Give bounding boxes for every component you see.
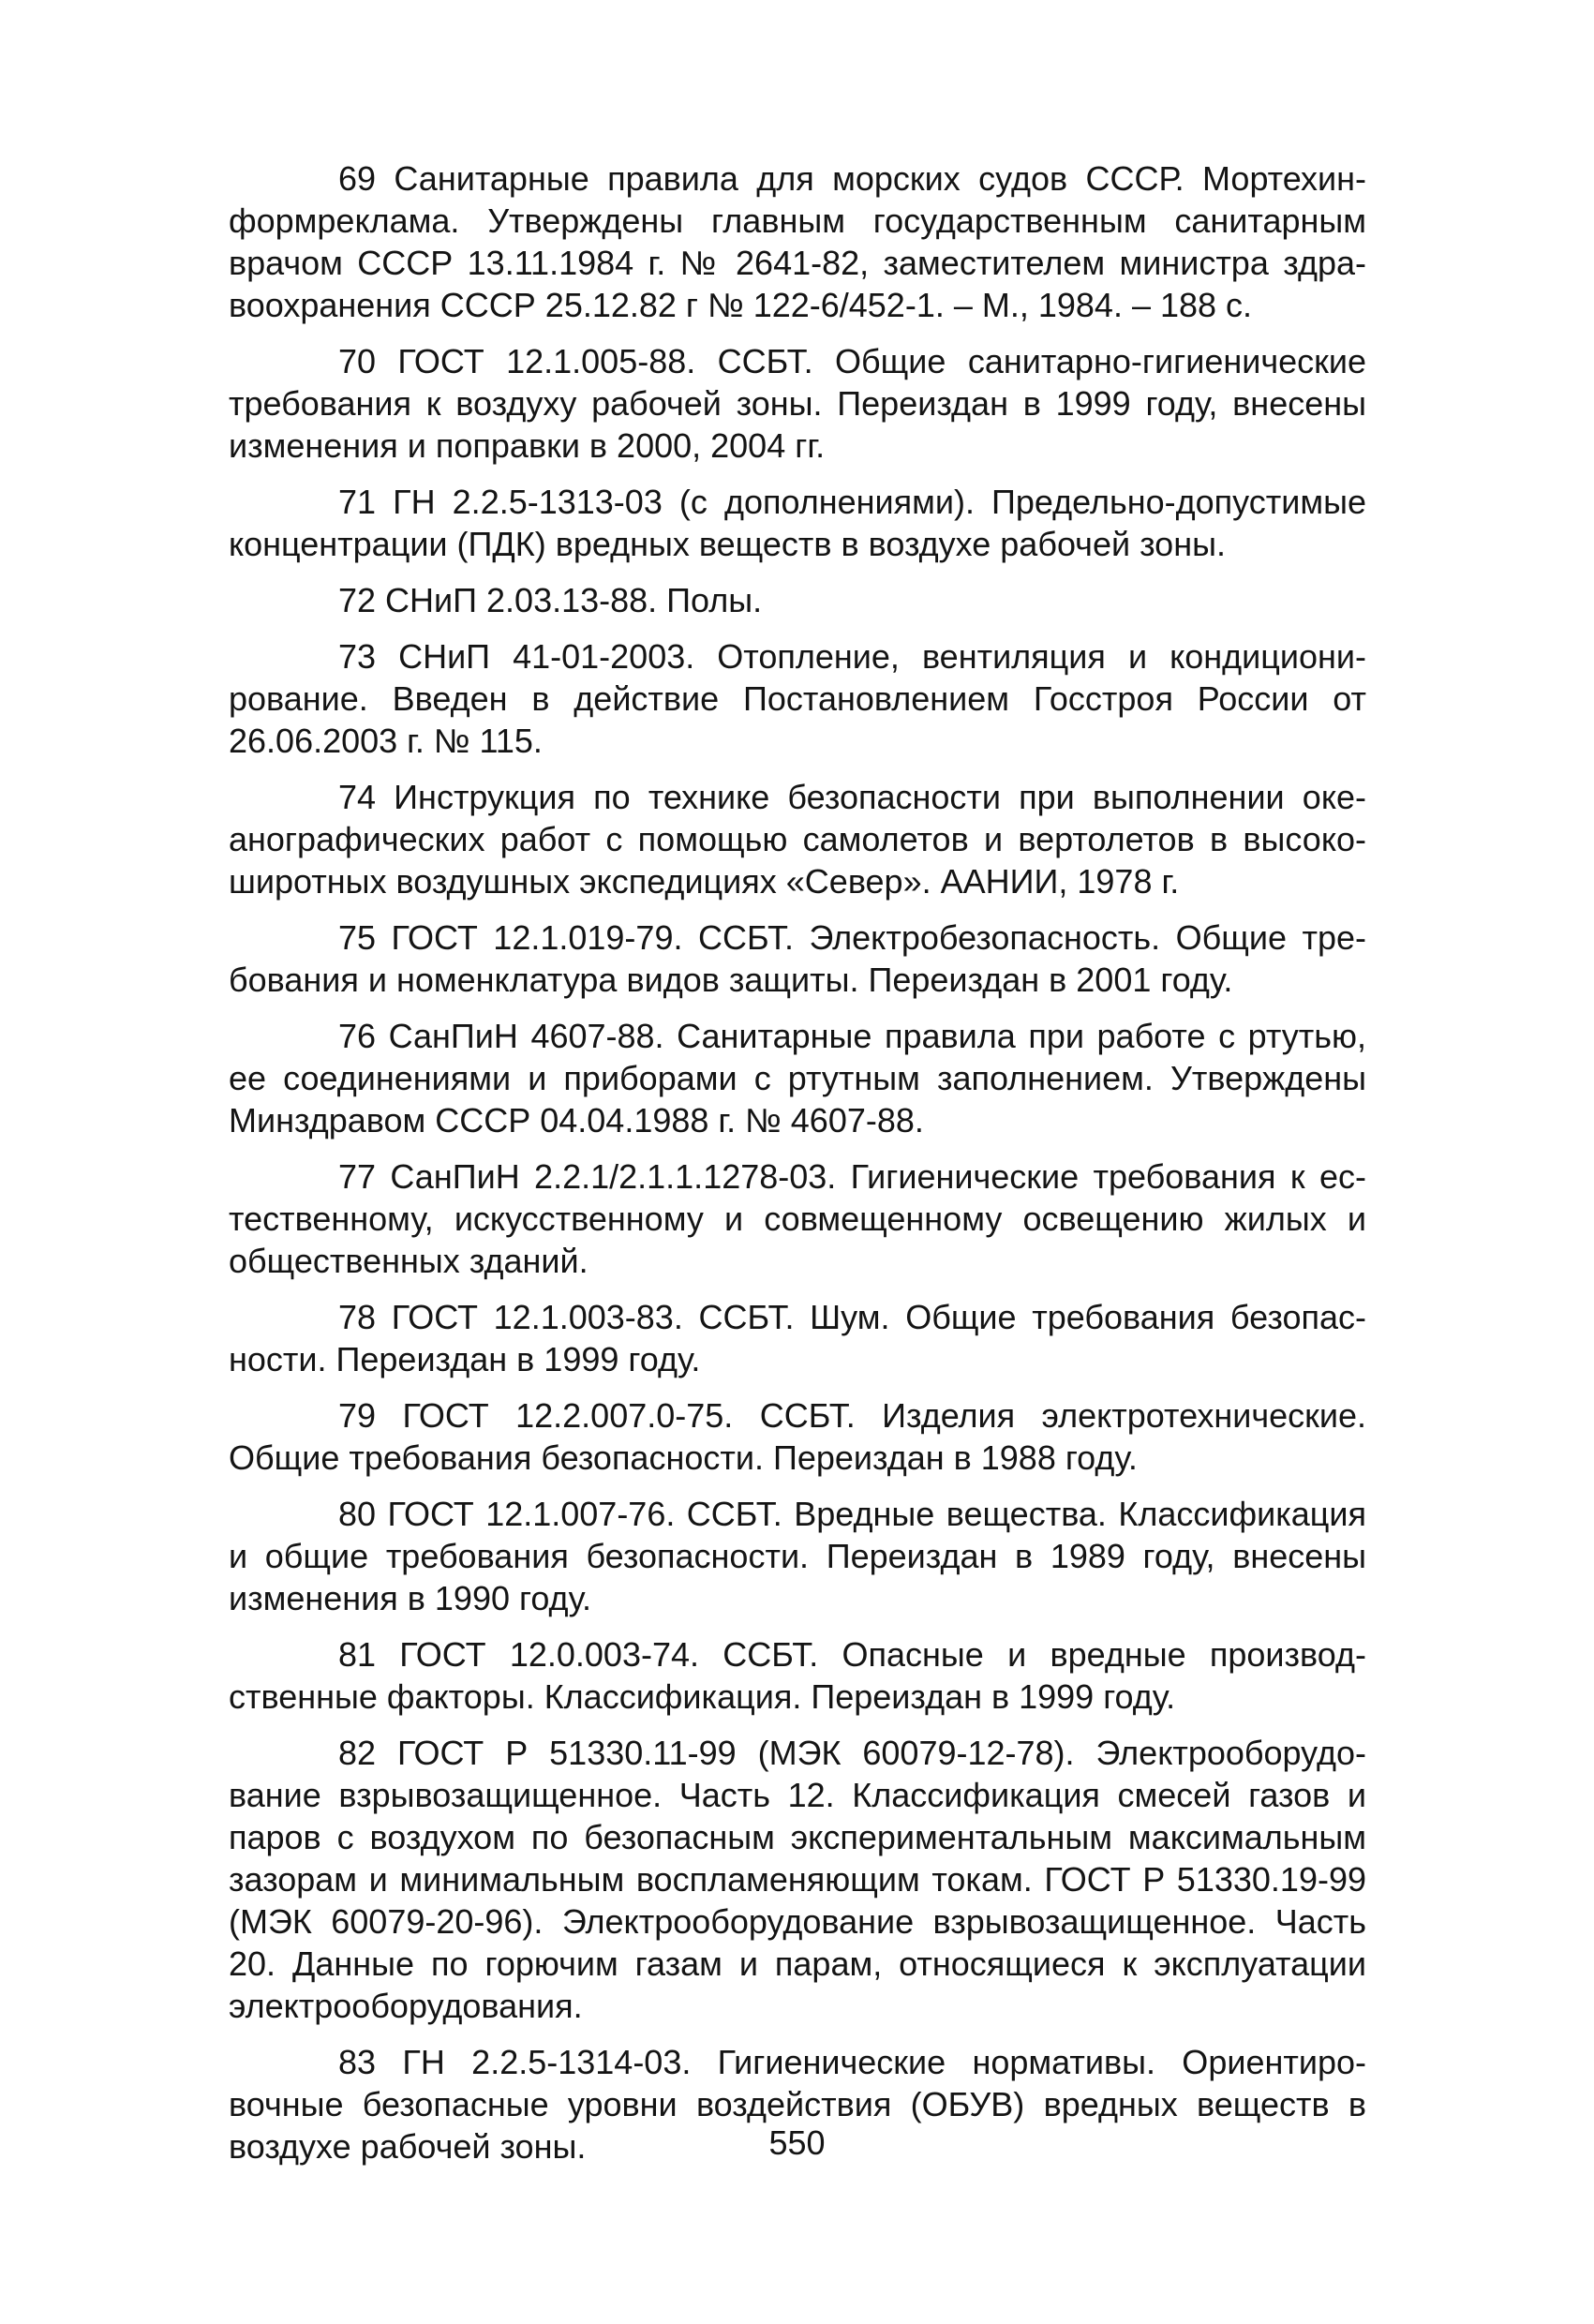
reference-item-76: 76 СанПиН 4607-88. Санитарные правила при работе с ртутью, ее соединениями и приборами с ртутным заполнением. Утверждены Минздравом СССР 04.04.1988 г. № 4607-88. (229, 1017, 1366, 1140)
reference-item-72: 72 СНиП 2.03.13-88. Полы. (338, 581, 763, 619)
reference-item-81: 81 ГОСТ 12.0.003-74. ССБТ. Опасные и вредные производственные факторы. Классификация. Переиздан в 1999 году. (229, 1635, 1366, 1716)
reference-item-79: 79 ГОСТ 12.2.007.0-75. ССБТ. Изделия электротехнические. Общие требования безопасности. Переиздан в 1988 году. (229, 1396, 1366, 1477)
reference-item-70: 70 ГОСТ 12.1.005-88. ССБТ. Общие санитарно-гигиенические требования к воздуху рабочей зоны. Переиздан в 1999 году, внесены изменения и поправки в 2000, 2004 гг. (229, 342, 1366, 465)
reference-item-77: 77 СанПиН 2.2.1/2.1.1.1278-03. Гигиенические требования к естественному, искусственному и совмещенному освещению жилых и общественных зданий. (229, 1157, 1366, 1280)
reference-item-74: 74 Инструкция по технике безопасности при выполнении океанографических работ с помощью самолетов и вертолетов в высокоширотных воздушных экспедициях «Север». ААНИИ, 1978 г. (229, 778, 1366, 901)
reference-item-82: 82 ГОСТ Р 51330.11-99 (МЭК 60079-12-78). Электрооборудование взрывозащищенное. Часть 12. Классификация смесей газов и паров с воздухом по безопасным экспериментальным максимальным зазорам и минимальным воспламеняющим токам. ГОСТ Р 51330.19-99 (МЭК 60079-20-96). Электрооборудование взрывозащищенное. Часть 20. Данные по горючим газам и парам, относящиеся к эксплуатации электрооборудования. (229, 1734, 1366, 2025)
reference-item-78: 78 ГОСТ 12.1.003-83. ССБТ. Шум. Общие требования безопасности. Переиздан в 1999 году. (229, 1298, 1366, 1378)
reference-item-71: 71 ГН 2.2.5-1313-03 (с дополнениями). Предельно-допустимые концентрации (ПДК) вредных веществ в воздухе рабочей зоны. (229, 483, 1366, 563)
reference-item-83: 83 ГН 2.2.5-1314-03. Гигиенические нормативы. Ориентировочные безопасные уровни воздействия (ОБУВ) вредных веществ в воздухе рабочей зоны. (229, 2043, 1366, 2166)
reference-item-73: 73 СНиП 41-01-2003. Отопление, вентиляция и кондиционирование. Введен в действие Постановлением Госстроя России от 26.06.2003 г. № 115. (229, 637, 1366, 760)
reference-item-75: 75 ГОСТ 12.1.019-79. ССБТ. Электробезопасность. Общие требования и номенклатура видов защиты. Переиздан в 2001 году. (229, 918, 1366, 999)
reference-item-80: 80 ГОСТ 12.1.007-76. ССБТ. Вредные вещества. Классификация и общие требования безопасности. Переиздан в 1989 году, внесены изменения в 1990 году. (229, 1495, 1366, 1617)
page-number: 550 (768, 2123, 826, 2162)
reference-item-69: 69 Санитарные правила для морских судов СССР. Мортехинформреклама. Утверждены главным государственным санитарным врачом СССР 13.11.1984 г. № 2641-82, заместителем министра здравоохранения СССР 25.12.82 г № 122-6/452-1. – М., 1984. – 188 с. (229, 159, 1366, 324)
reference-list (229, 157, 1366, 2182)
